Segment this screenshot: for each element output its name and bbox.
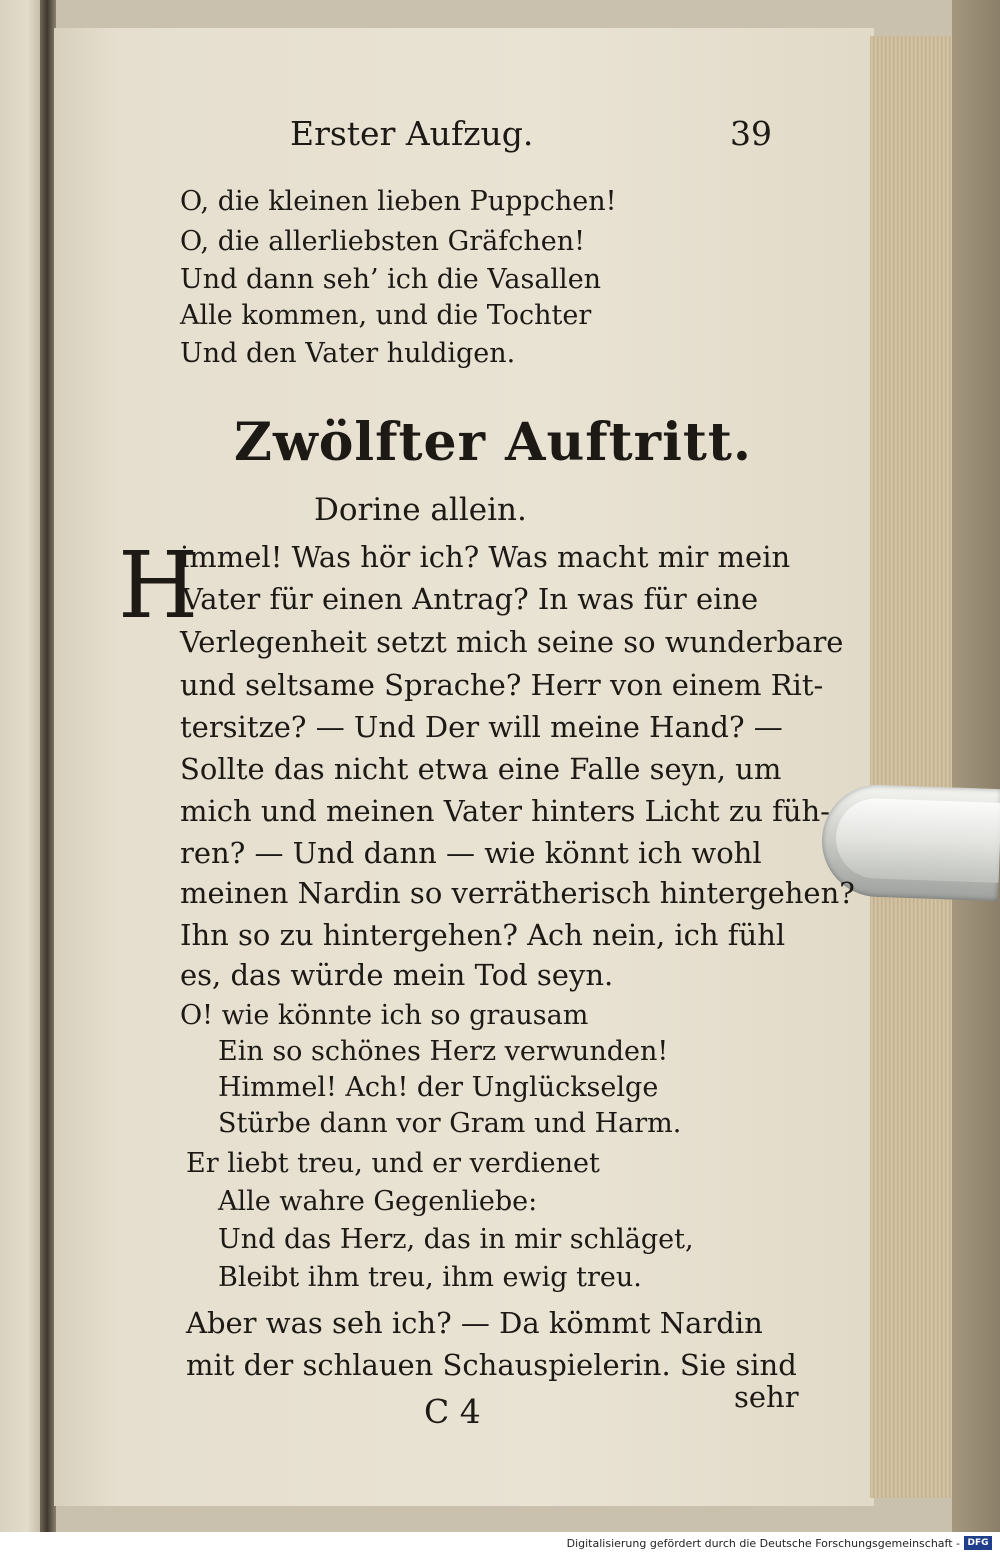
running-head: Erster Aufzug.: [290, 114, 534, 153]
prose-line: meinen Nardin so verrätherisch hintergehen?: [180, 876, 855, 910]
drop-cap: H: [118, 532, 199, 639]
aria-line: Und das Herz, das in mir schläget,: [218, 1224, 694, 1255]
prose-line: Aber was seh ich? — Da kömmt Nardin: [186, 1306, 763, 1340]
prose-line: mit der schlauen Schauspielerin. Sie sind: [186, 1348, 797, 1382]
prose-line: es, das würde mein Tod seyn.: [180, 958, 614, 992]
catchword: sehr: [734, 1380, 799, 1414]
verse-line: O, die allerliebsten Gräfchen!: [180, 226, 585, 257]
section-title: Zwölfter Auftritt.: [234, 412, 752, 473]
book-cover-edge: [952, 0, 1000, 1532]
aria-line: Er liebt treu, und er verdienet: [186, 1148, 600, 1179]
glass-page-clip-highlight: [835, 797, 1000, 883]
page-number: 39: [730, 114, 772, 153]
verse-line: Alle kommen, und die Tochter: [180, 300, 592, 331]
prose-line: mich und meinen Vater hinters Licht zu füh-: [180, 794, 830, 828]
aria-line: O! wie könnte ich so grausam: [180, 1000, 589, 1031]
prose-line: Ihn so zu hintergehen? Ach nein, ich fühl: [180, 918, 786, 952]
aria-line: Stürbe dann vor Gram und Harm.: [218, 1108, 682, 1139]
aria-line: Ein so schönes Herz verwunden!: [218, 1036, 669, 1067]
aria-line: Alle wahre Gegenliebe:: [218, 1186, 538, 1217]
prose-line: ren? — Und dann — wie könnt ich wohl: [180, 836, 762, 870]
speaker-heading: Dorine allein.: [314, 492, 527, 528]
prose-line: und seltsame Sprache? Herr von einem Rit-: [180, 668, 824, 702]
prose-line: Verlegenheit setzt mich seine so wunderbare: [180, 625, 844, 659]
aria-line: Himmel! Ach! der Unglückselge: [218, 1072, 659, 1103]
page-fore-edge: [870, 36, 954, 1498]
prose-line: immel! Was hör ich? Was macht mir mein: [180, 540, 791, 574]
digitization-credit: Digitalisierung gefördert durch die Deutsche Forschungsgemeinschaft -: [566, 1537, 960, 1550]
prose-line: Vater für einen Antrag? In was für eine: [182, 582, 759, 616]
verse-line: O, die kleinen lieben Puppchen!: [180, 186, 617, 217]
dfg-logo: DFG: [964, 1536, 992, 1550]
aria-line: Bleibt ihm treu, ihm ewig treu.: [218, 1262, 642, 1293]
signature-mark: C 4: [424, 1392, 481, 1431]
verse-line: Und den Vater huldigen.: [180, 338, 516, 369]
prose-line: tersitze? — Und Der will meine Hand? —: [180, 710, 783, 744]
verse-line: Und dann seh’ ich die Vasallen: [180, 264, 602, 295]
prose-line: Sollte das nicht etwa eine Falle seyn, um: [180, 752, 782, 786]
